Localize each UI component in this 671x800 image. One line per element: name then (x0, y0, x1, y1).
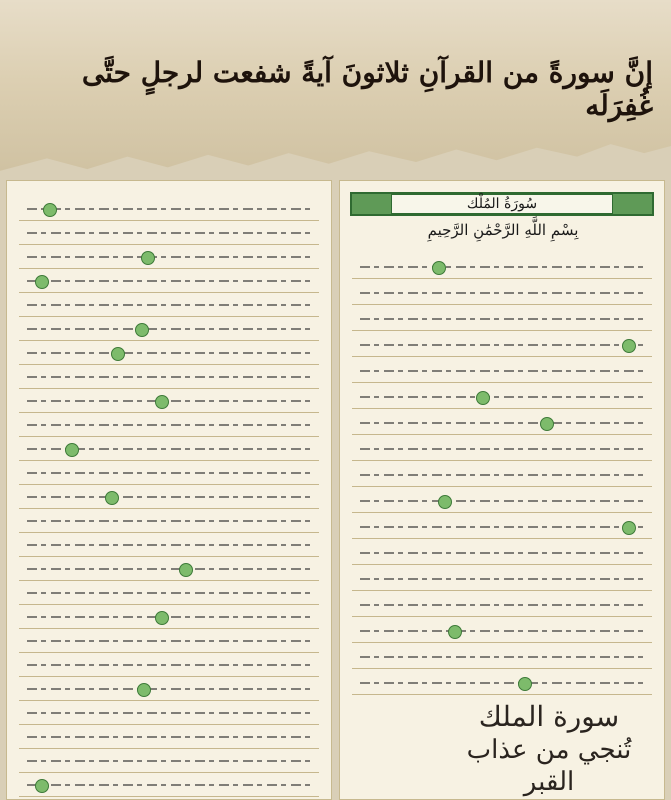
verse-line (352, 359, 652, 383)
verse-line (352, 463, 652, 487)
verse-line (19, 389, 319, 413)
ayah-marker (155, 395, 169, 409)
verse-line (19, 461, 319, 485)
verse-line (19, 221, 319, 245)
verse-line (19, 437, 319, 461)
verse-line (19, 485, 319, 509)
verse-line (19, 341, 319, 365)
verse-line (19, 653, 319, 677)
verse-line (19, 293, 319, 317)
verse-line (19, 533, 319, 557)
verse-line (19, 317, 319, 341)
verse-line (19, 773, 319, 797)
verse-line (352, 333, 652, 357)
verse-line (19, 581, 319, 605)
verse-line (352, 567, 652, 591)
verse-line (19, 413, 319, 437)
ayah-marker (476, 391, 490, 405)
verse-line (19, 197, 319, 221)
ayah-marker (179, 563, 193, 577)
verse-line (19, 509, 319, 533)
caption-title: سورة الملك (478, 700, 620, 733)
caption-block (444, 700, 654, 797)
verse-line (19, 365, 319, 389)
verse-line (19, 269, 319, 293)
verse-line (352, 489, 652, 513)
ayah-marker (137, 683, 151, 697)
verse-line (352, 541, 652, 565)
verse-line (352, 671, 652, 695)
verse-line (352, 281, 652, 305)
ayah-marker (448, 625, 462, 639)
verse-line (352, 411, 652, 435)
ayah-marker (622, 521, 636, 535)
verse-line (19, 725, 319, 749)
caption-subtitle: تُنجي من عذاب القبر (466, 735, 632, 797)
surah-title-banner (350, 192, 654, 216)
basmala: بِسْمِ اللَّهِ الرَّحْمَٰنِ الرَّحِيمِ (427, 221, 579, 239)
verse-line (19, 557, 319, 581)
ayah-marker (438, 495, 452, 509)
ayah-marker (105, 491, 119, 505)
verse-line (352, 437, 652, 461)
verse-line (352, 593, 652, 617)
verse-line (352, 515, 652, 539)
verse-line (352, 385, 652, 409)
ayah-marker (518, 677, 532, 691)
ayah-marker (65, 443, 79, 457)
headline-text: إنَّ سورةً من القرآنِ ثلاثونَ آيةً شفعت لرجلٍ حتَّى غُفِرَلَه (81, 56, 653, 122)
ayah-marker (43, 203, 57, 217)
verse-line (352, 307, 652, 331)
verse-line (19, 245, 319, 269)
verse-line (19, 629, 319, 653)
verse-line (19, 701, 319, 725)
verse-line (19, 677, 319, 701)
ayah-marker (35, 275, 49, 289)
verse-line (19, 605, 319, 629)
surah-title: سُورَةُ المُلْك (391, 194, 613, 214)
ayah-marker (540, 417, 554, 431)
ayah-marker (432, 261, 446, 275)
ayah-marker (111, 347, 125, 361)
verse-line (352, 645, 652, 669)
ayah-marker (155, 611, 169, 625)
verse-line (352, 619, 652, 643)
ayah-marker (622, 339, 636, 353)
verse-line (19, 749, 319, 773)
ayah-marker (141, 251, 155, 265)
ayah-marker (135, 323, 149, 337)
verse-line (352, 255, 652, 279)
ayah-marker (35, 779, 49, 793)
quran-page-left (6, 180, 332, 800)
